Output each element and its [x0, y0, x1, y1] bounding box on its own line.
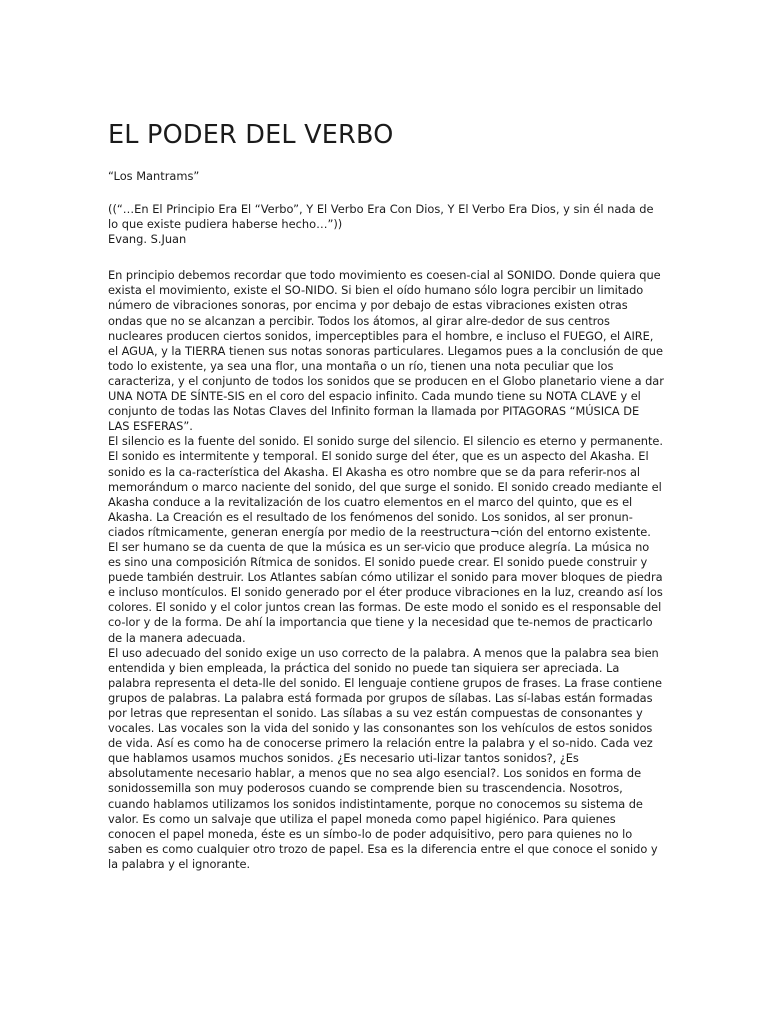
document-body [108, 268, 664, 872]
epigraph-quote: ((“…En El Principio Era El “Verbo”, Y El Verbo Era Con Dios, Y El Verbo Era Dios, y sin él nada de lo que existe pudiera haberse hecho…”)) [108, 202, 654, 232]
document-subtitle: “Los Mantrams” [108, 169, 200, 183]
epigraph-attribution: Evang. S.Juan [108, 232, 187, 247]
document-title: EL PODER DEL VERBO [108, 120, 394, 150]
document-page [108, 118, 664, 872]
body-paragraph-2: El silencio es la fuente del sonido. El sonido surge del silencio. El silencio es eterno y permanente. El sonido es intermitente y temporal. El sonido surge del éter, que es un aspecto del Akasha. El sonido es la ca-racterística del Akasha. El Akasha es otro nombre que se da para referir-nos al memorándum o marco naciente del sonido, del que surge el sonido. El sonido creado mediante el Akasha conduce a la revitalización de los cuatro elementos en el marco del quinto, que es el Akasha. La Creación es el resultado de los fenómenos del sonido. Los sonidos, al ser pronun-ciados rítmicamente, generan energía por medio de la reestructura¬ción del entorno existente. El ser humano se da cuenta de que la música es un ser-vicio que produce alegría. La música no es sino una composición Rítmica de sonidos. El sonido puede crear. El sonido puede construir y puede también destruir. Los Atlantes sabían cómo utilizar el sonido para mover bloques de piedra e incluso montículos. El sonido generado por el éter produce vibraciones en la luz, creando así los colores. El sonido y el color juntos crean las formas. De este modo el sonido es el responsable del co-lor y de la forma. De ahí la importancia que tiene y la necesidad que te-nemos de practicarlo de la manera adecuada. [108, 434, 663, 645]
epigraph [108, 202, 664, 247]
body-paragraph-1: En principio debemos recordar que todo movimiento es coesen-cial al SONIDO. Donde quiera que exista el movimiento, existe el SO-NIDO. Si bien el oído humano sólo logra percibir un limitado número de vibraciones sonoras, por encima y por debajo de estas vibraciones existen otras ondas que no se alcanzan a percibir. Todos los átomos, al girar alre-dedor de sus centros nucleares producen ciertos sonidos, imperceptibles para el hombre, e incluso el FUEGO, el AIRE, el AGUA, y la TIERRA tienen sus notas sonoras particulares. Llegamos pues a la conclusión de que todo lo existente, ya sea una flor, una montaña o un río, tienen una nota peculiar que los caracteriza, y el conjunto de todos los sonidos que se producen en el Globo planetario viene a dar UNA NOTA DE SÍNTE-SIS en el coro del espacio infinito. Cada mundo tiene su NOTA CLAVE y el conjunto de todas las Notas Claves del Infinito forman la llamada por PITAGORAS “MÚSICA DE LAS ESFERAS”. [108, 268, 664, 434]
body-paragraph-3: El uso adecuado del sonido exige un uso correcto de la palabra. A menos que la palabra sea bien entendida y bien empleada, la práctica del sonido no puede tan siquiera ser apreciada. La palabra representa el deta-lle del sonido. El lenguaje contiene grupos de frases. La frase contiene grupos de palabras. La palabra está formada por grupos de sílabas. Las sí-labas están formadas por letras que representan el sonido. Las sílabas a su vez están compuestas de consonantes y vocales. Las vocales son la vida del sonido y las consonantes son los vehículos de estos sonidos de vida. Así es como ha de conocerse primero la relación entre la palabra y el so-nido. Cada vez que hablamos usamos muchos sonidos. ¿Es necesario uti-lizar tantos sonidos?, ¿Es absolutamente necesario hablar, a menos que no sea algo esencial?. Los sonidos en forma de sonidossemilla son muy poderosos cuando se comprende bien su trascendencia. Nosotros, cuando hablamos utilizamos los sonidos indistintamente, porque no conocemos su sistema de valor. Es como un salvaje que utiliza el papel moneda como papel higiénico. Para quienes conocen el papel moneda, éste es un símbo-lo de poder adquisitivo, pero para quienes no lo saben es como cualquier otro trozo de papel. Esa es la diferencia entre el que conoce el sonido y la palabra y el ignorante. [108, 645, 662, 871]
